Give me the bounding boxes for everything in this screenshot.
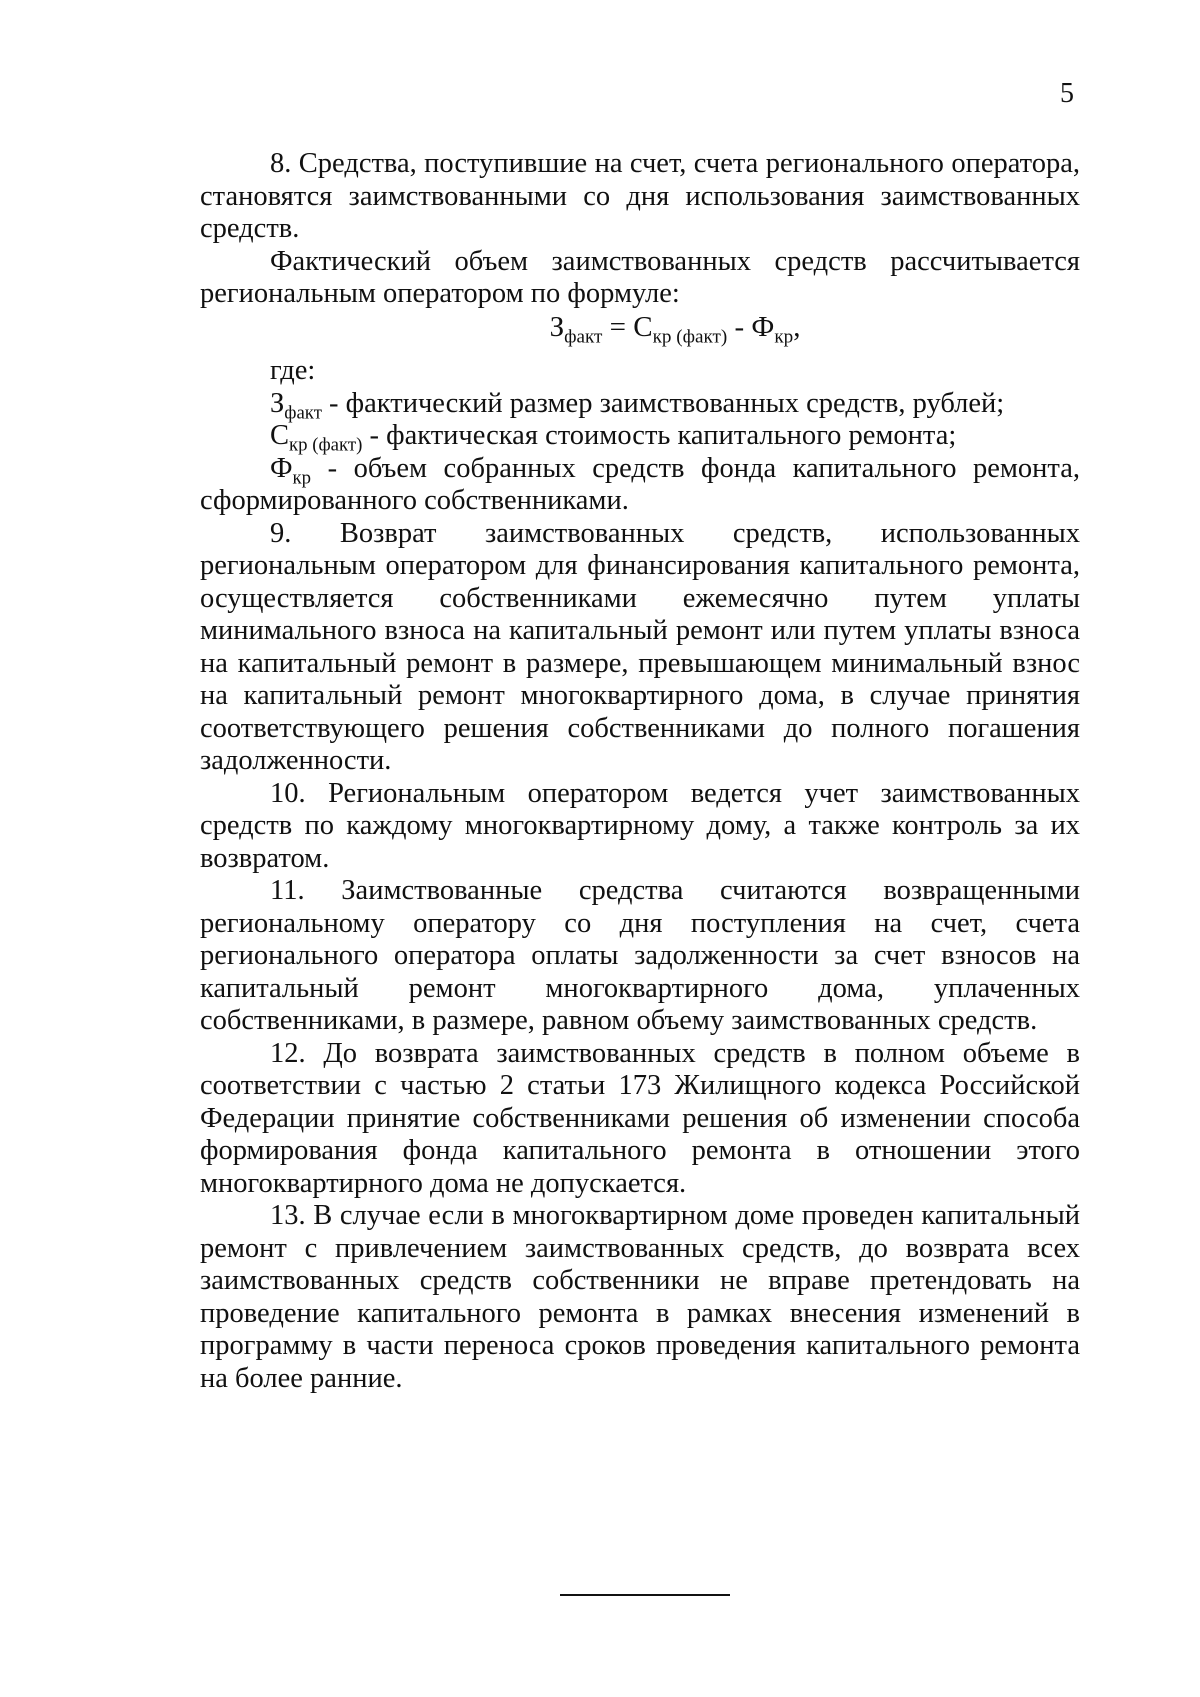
definition-z (200, 387, 1080, 424)
paragraph-fact-intro: Фактический объем заимствованных средств рассчитывается региональным оператором по формуле: (200, 245, 1080, 309)
def-f-symbol: Ф (270, 452, 293, 484)
end-separator-line (560, 1594, 730, 1596)
formula-eq: = (602, 310, 634, 343)
def-z-sub: факт (284, 402, 322, 424)
formula-z-sub: факт (564, 326, 603, 348)
def-f-text: - объем собранных средств фонда капитального ремонта, сформированного собственниками. (200, 452, 1080, 516)
paragraph-11: 11. Заимствованные средства считаются возвращенными региональному оператору со дня поступления на счет, счета регионального оператора оплаты задолженности за счет взносов на капитальный ремонт многоквартирного дома, уплаченных собственниками, в размере, равном объему заимствованных средств. (200, 875, 1080, 1036)
formula-c: С (633, 310, 653, 343)
where-label: где: (270, 355, 316, 386)
formula-minus: - (727, 310, 752, 343)
formula-f-sub: кр (774, 326, 794, 348)
document-body (200, 148, 1080, 1395)
paragraph-10: 10. Региональным оператором ведется учет заимствованных средств по каждому многоквартирному дому, а также контроль за их возвратом. (200, 777, 1080, 874)
formula (200, 310, 1080, 348)
def-c-text: - фактическая стоимость капитального ремонта; (362, 420, 957, 451)
paragraph-12: 12. До возврата заимствованных средств в полном объеме в соответствии с частью 2 статьи 173 Жилищного кодекса Российской Федерации принятие собственниками решения об изменении способа формирования фонда капитального ремонта в отношении этого многоквартирного дома не допускается. (200, 1037, 1080, 1199)
def-c-symbol: С (270, 420, 290, 451)
def-f-sub: кр (292, 467, 312, 489)
paragraph-8: 8. Средства, поступившие на счет, счета регионального оператора, становятся заимствованными со дня использования заимствованных средств. (200, 148, 1080, 244)
formula-tail: , (793, 310, 801, 343)
formula-z: З (549, 310, 565, 343)
definition-c (200, 420, 1080, 456)
page-number: 5 (1060, 78, 1074, 109)
def-z-symbol: З (270, 387, 285, 419)
formula-f: Ф (751, 310, 775, 343)
definition-f (200, 453, 1080, 518)
paragraph-13: 13. В случае если в многоквартирном доме проведен капитальный ремонт с привлечением заимствованных средств, до возврата всех заимствованных средств собственники не вправе претендовать на проведение капитального ремонта в рамках внесения изменений в программу в части переноса сроков проведения капитального ремонта на более ранние. (200, 1200, 1080, 1394)
def-c-sub: кр (факт) (289, 434, 363, 456)
formula-c-sub: кр (факт) (652, 326, 728, 348)
paragraph-9: 9. Возврат заимствованных средств, использованных региональным оператором для финансирования капитального ремонта, осуществляется собственниками ежемесячно путем уплаты минимального взноса на капитальный ремонт или путем уплаты взноса на капитальный ремонт в размере, превышающем минимальный взнос на капитальный ремонт многоквартирного дома, в случае принятия соответствующего решения собственниками до полного погашения задолженности. (200, 517, 1080, 776)
def-z-text: - фактический размер заимствованных средств, рублей; (321, 387, 1005, 419)
